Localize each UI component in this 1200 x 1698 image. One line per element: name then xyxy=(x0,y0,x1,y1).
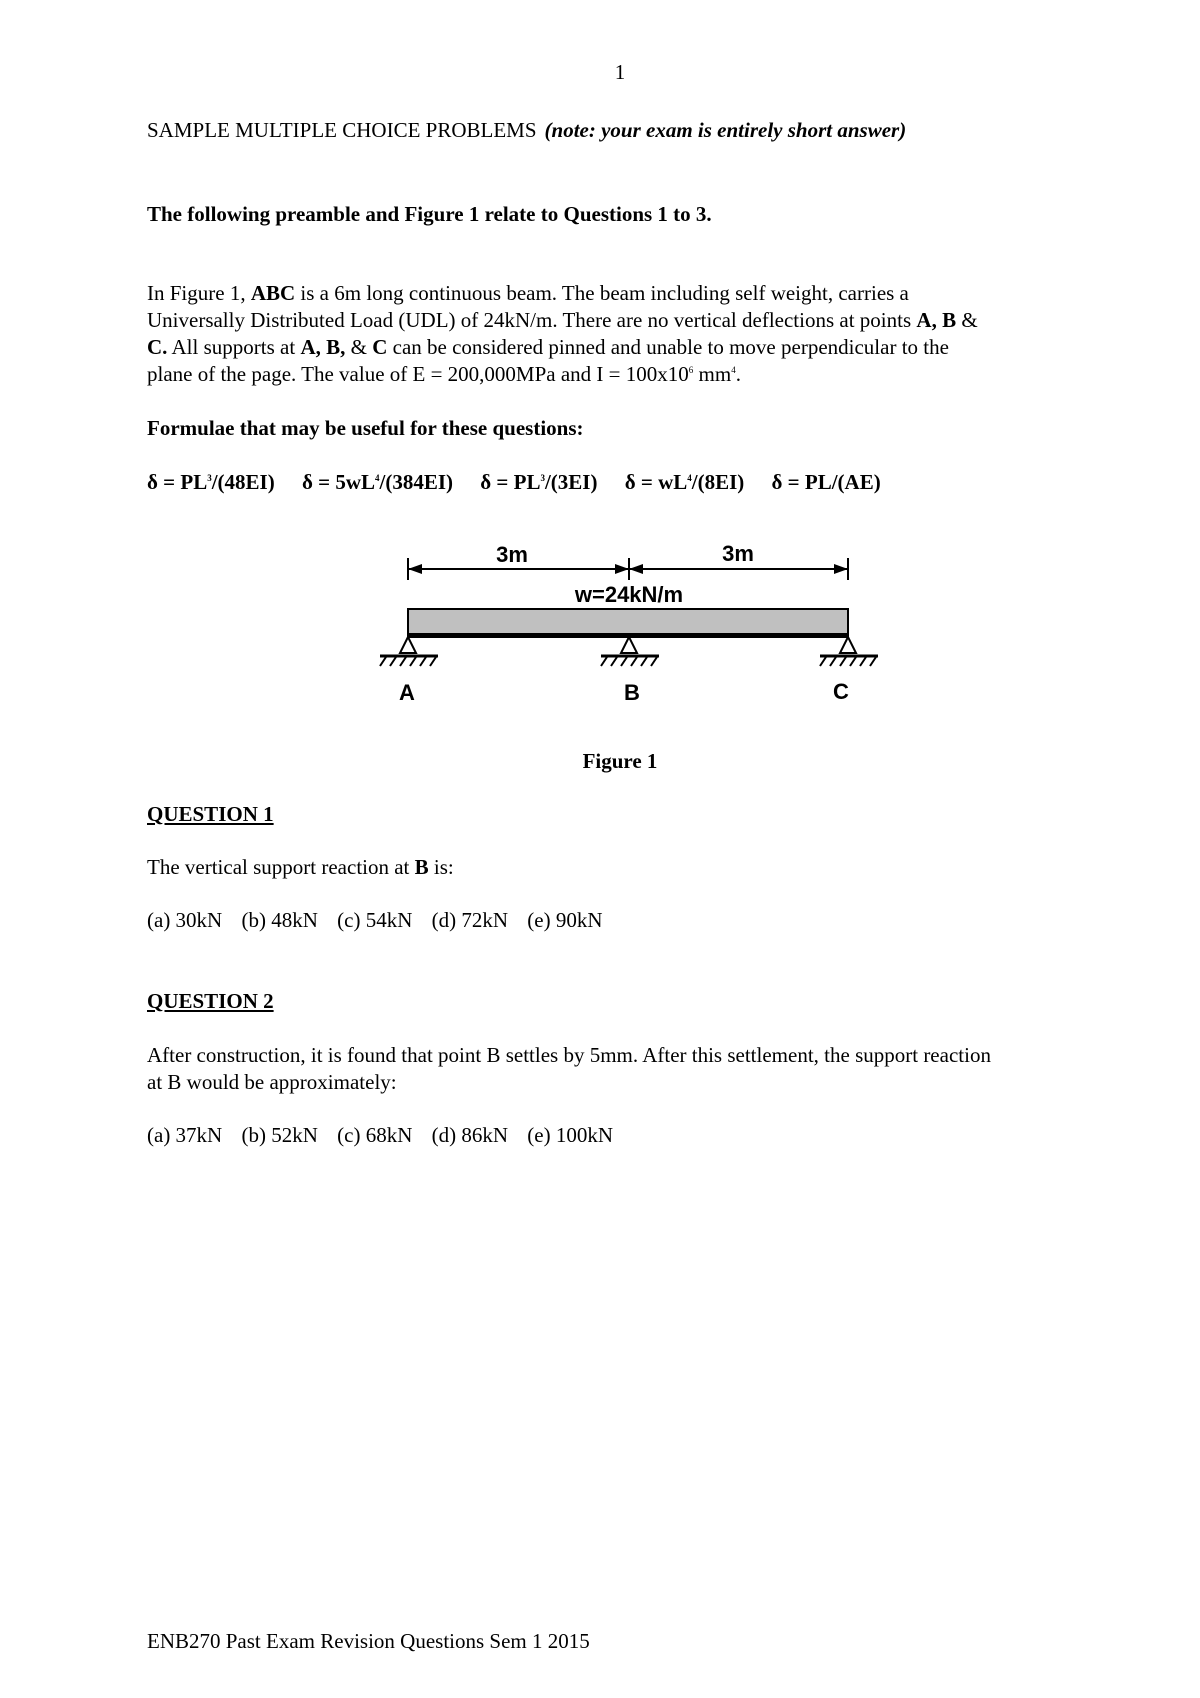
option-a[interactable]: (a) 37kN xyxy=(147,1123,223,1147)
page-number: 1 xyxy=(614,60,626,84)
text-run: & xyxy=(956,308,978,332)
formula: $\delta = wL^4/(8EI)$ xyxy=(624,470,745,494)
text-run: can be considered pinned and unable to move perpendicular to the xyxy=(387,335,949,359)
heading-title: SAMPLE MULTIPLE CHOICE PROBLEMS xyxy=(147,118,537,142)
text-run: is a 6m long continuous beam. The beam including self weight, carries a xyxy=(295,281,909,305)
option-c[interactable]: (c) 54kN xyxy=(337,908,413,932)
option-b[interactable]: (b) 48kN xyxy=(241,908,318,932)
formula: δ = PL/(AE) xyxy=(771,470,881,494)
text-run: mm xyxy=(693,362,732,386)
question-2-text xyxy=(147,1042,1097,1096)
text-run: All supports at xyxy=(167,335,301,359)
question-line: at B would be approximately: xyxy=(147,1070,397,1094)
support-label-a: A xyxy=(399,680,415,705)
text-run-bold: A, B, xyxy=(300,335,346,359)
text-run: is: xyxy=(428,855,454,879)
text-run: & xyxy=(345,335,373,359)
text-run-bold: C. xyxy=(147,335,168,359)
text-run: The vertical support reaction at xyxy=(147,855,415,879)
option-e[interactable]: (e) 90kN xyxy=(527,908,603,932)
page-heading xyxy=(147,117,906,144)
pin-support-b xyxy=(601,637,659,666)
preamble-line xyxy=(147,334,1087,361)
option-c[interactable]: (c) 68kN xyxy=(337,1123,413,1147)
support-label-c: C xyxy=(833,679,849,704)
option-d[interactable]: (d) 72kN xyxy=(431,908,509,932)
question-2-heading: QUESTION 2 xyxy=(147,989,274,1013)
superscript: 4 xyxy=(731,365,736,375)
span-left-label: 3m xyxy=(496,542,528,567)
option-a[interactable]: (a) 30kN xyxy=(147,908,223,932)
preamble-paragraph xyxy=(147,280,1087,388)
page-footer: ENB270 Past Exam Revision Questions Sem 1 2015 xyxy=(147,1629,590,1653)
option-b[interactable]: (b) 52kN xyxy=(241,1123,318,1147)
formula: $\delta = 5wL^4/(384EI)$ xyxy=(301,470,453,494)
text-run-bold: A, B xyxy=(916,308,957,332)
figure-caption: Figure 1 xyxy=(582,749,658,773)
text-run: . xyxy=(735,362,741,386)
text-run: Universally Distributed Load (UDL) of 24kN/m. There are no vertical deflections at points xyxy=(147,308,917,332)
preamble-line xyxy=(147,307,1087,334)
pin-support-a xyxy=(380,637,438,666)
question-line: After construction, it is found that point B settles by 5mm. After this settlement, the support reaction xyxy=(147,1043,991,1067)
preamble-line xyxy=(147,361,1087,388)
formulae-heading: Formulae that may be useful for these questions: xyxy=(147,416,584,440)
pin-support-c xyxy=(820,637,878,666)
option-e[interactable]: (e) 100kN xyxy=(527,1123,614,1147)
formula: $\delta = PL^3/(48EI)$ xyxy=(147,470,275,494)
preamble-intro: The following preamble and Figure 1 relate to Questions 1 to 3. xyxy=(147,202,712,226)
beam-body xyxy=(408,609,848,637)
option-d[interactable]: (d) 86kN xyxy=(431,1123,509,1147)
question-2-options xyxy=(147,1122,627,1149)
support-label-b: B xyxy=(624,680,640,705)
dimension-line xyxy=(408,558,848,580)
question-1-text xyxy=(147,854,1097,881)
formulae-list xyxy=(147,469,903,496)
question-1-options xyxy=(147,907,617,934)
text-run-bold: C xyxy=(372,335,388,359)
text-run-bold: B xyxy=(414,855,429,879)
question-1-heading: QUESTION 1 xyxy=(147,802,274,826)
preamble-line xyxy=(147,280,1087,307)
text-run: In Figure 1, xyxy=(147,281,251,305)
span-right-label: 3m xyxy=(722,541,754,566)
heading-note: (note: your exam is entirely short answer) xyxy=(544,118,907,142)
formula: $\delta = PL^3/(3EI)$ xyxy=(480,470,598,494)
load-label: w=24kN/m xyxy=(574,582,684,607)
text-run-bold: ABC xyxy=(250,281,296,305)
beam-diagram xyxy=(370,535,890,715)
text-run: plane of the page. The value of E = 200,000MPa and I = 100x10 xyxy=(147,362,689,386)
superscript: 6 xyxy=(688,365,694,375)
